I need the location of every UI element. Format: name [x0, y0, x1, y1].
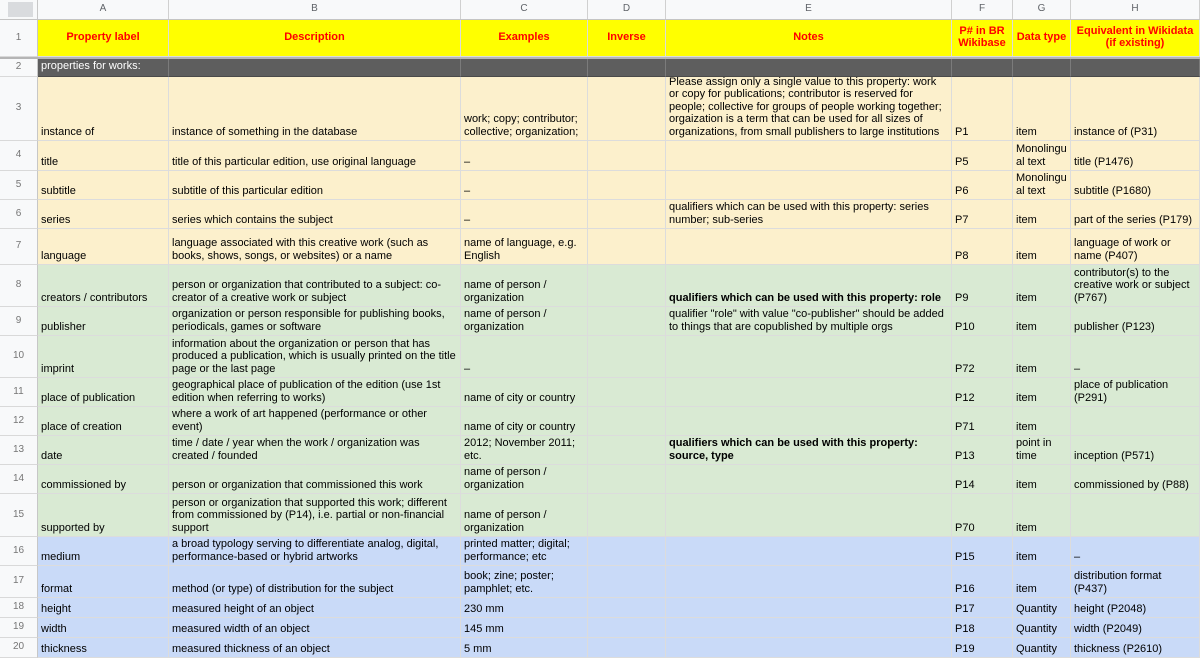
table-row: [0, 436, 1200, 465]
cell-p-number[interactable]: P18: [952, 618, 1013, 638]
cell-inverse[interactable]: [588, 171, 666, 200]
cell-p-number[interactable]: P16: [952, 566, 1013, 598]
header-cell-wikidata-equivalent[interactable]: Equivalent in Wikidata (if existing): [1071, 20, 1200, 57]
cell-description[interactable]: information about the organization or person that has produced a publication, which is usually printed on the title page or the last page: [169, 336, 461, 378]
cell-property-label[interactable]: place of creation: [38, 407, 169, 436]
row-number[interactable]: 15: [0, 494, 38, 537]
row-number[interactable]: 6: [0, 200, 38, 229]
cell-p-number[interactable]: P71: [952, 407, 1013, 436]
cell-property-label[interactable]: place of publication: [38, 378, 169, 407]
cell-description[interactable]: method (or type) of distribution for the subject: [169, 566, 461, 598]
cell-notes[interactable]: qualifiers which can be used with this property: series number; sub-series: [666, 200, 952, 229]
cell-wikidata-equivalent[interactable]: width (P2049): [1071, 618, 1200, 638]
cell-property-label[interactable]: width: [38, 618, 169, 638]
column-header-a[interactable]: A: [38, 0, 169, 19]
table-row: [0, 598, 1200, 618]
section-cell[interactable]: [461, 59, 588, 77]
cell-notes[interactable]: [666, 465, 952, 494]
cell-inverse[interactable]: [588, 638, 666, 658]
cell-property-label[interactable]: publisher: [38, 307, 169, 336]
row-number[interactable]: 17: [0, 566, 38, 598]
cell-description[interactable]: organization or person responsible for publishing books, periodicals, games or software: [169, 307, 461, 336]
cell-notes[interactable]: Please assign only a single value to this property: work or copy for publications; contributor is reserved for people; collective for groups of people working together; orgaization is a term that can be used for all sizes of organizations, from small publishers to large institutions: [666, 77, 952, 141]
sheet-header-row: [0, 20, 1200, 57]
cell-data-type[interactable]: Monolingual text: [1013, 171, 1071, 200]
section-cell[interactable]: [1013, 59, 1071, 77]
cell-p-number[interactable]: P12: [952, 378, 1013, 407]
cell-wikidata-equivalent[interactable]: thickness (P2610): [1071, 638, 1200, 658]
cell-property-label[interactable]: creators / contributors: [38, 265, 169, 307]
select-all-box-icon: [8, 2, 33, 17]
cell-description[interactable]: where a work of art happened (performance or other event): [169, 407, 461, 436]
cell-wikidata-equivalent[interactable]: –: [1071, 336, 1200, 378]
cell-data-type[interactable]: item: [1013, 77, 1071, 141]
cell-inverse[interactable]: [588, 77, 666, 141]
cell-wikidata-equivalent[interactable]: title (P1476): [1071, 141, 1200, 171]
cell-data-type[interactable]: item: [1013, 336, 1071, 378]
column-header-c[interactable]: C: [461, 0, 588, 19]
cell-examples[interactable]: name of person / organization: [461, 494, 588, 537]
cell-inverse[interactable]: [588, 494, 666, 537]
cell-wikidata-equivalent[interactable]: –: [1071, 537, 1200, 566]
cell-inverse[interactable]: [588, 436, 666, 465]
table-row: [0, 265, 1200, 307]
header-cell-notes[interactable]: Notes: [666, 20, 952, 57]
cell-inverse[interactable]: [588, 598, 666, 618]
cell-description[interactable]: instance of something in the database: [169, 77, 461, 141]
cell-examples[interactable]: name of person / organization: [461, 265, 588, 307]
cell-p-number[interactable]: P14: [952, 465, 1013, 494]
cell-p-number[interactable]: P9: [952, 265, 1013, 307]
section-cell[interactable]: [1071, 59, 1200, 77]
row-number[interactable]: 14: [0, 465, 38, 494]
table-row: [0, 378, 1200, 407]
section-cell[interactable]: [952, 59, 1013, 77]
cell-data-type[interactable]: item: [1013, 566, 1071, 598]
cell-notes[interactable]: [666, 336, 952, 378]
section-cell[interactable]: [588, 59, 666, 77]
table-row: [0, 618, 1200, 638]
cell-data-type[interactable]: item: [1013, 265, 1071, 307]
row-number[interactable]: 20: [0, 638, 38, 658]
cell-p-number[interactable]: P6: [952, 171, 1013, 200]
cell-data-type[interactable]: item: [1013, 378, 1071, 407]
cell-property-label[interactable]: format: [38, 566, 169, 598]
cell-inverse[interactable]: [588, 618, 666, 638]
table-row: [0, 307, 1200, 336]
cell-wikidata-equivalent[interactable]: commissioned by (P88): [1071, 465, 1200, 494]
header-cell-description[interactable]: Description: [169, 20, 461, 57]
cell-data-type[interactable]: item: [1013, 537, 1071, 566]
row-number[interactable]: 4: [0, 141, 38, 171]
cell-p-number[interactable]: P5: [952, 141, 1013, 171]
cell-notes[interactable]: [666, 638, 952, 658]
cell-inverse[interactable]: [588, 537, 666, 566]
section-title-cell[interactable]: properties for works:: [38, 59, 169, 77]
table-row: [0, 77, 1200, 141]
cell-description[interactable]: title of this particular edition, use original language: [169, 141, 461, 171]
cell-wikidata-equivalent[interactable]: height (P2048): [1071, 598, 1200, 618]
cell-description[interactable]: person or organization that contributed to a subject: co-creator of a creative work or subject: [169, 265, 461, 307]
column-header-e[interactable]: E: [666, 0, 952, 19]
cell-property-label[interactable]: subtitle: [38, 171, 169, 200]
cell-p-number[interactable]: P70: [952, 494, 1013, 537]
row-number[interactable]: 12: [0, 407, 38, 436]
cell-notes[interactable]: [666, 407, 952, 436]
cell-notes[interactable]: [666, 378, 952, 407]
table-row: [0, 200, 1200, 229]
table-row: [0, 171, 1200, 200]
data-rows: [0, 77, 1200, 658]
row-number[interactable]: 13: [0, 436, 38, 465]
cell-data-type[interactable]: item: [1013, 407, 1071, 436]
cell-examples[interactable]: 230 mm: [461, 598, 588, 618]
cell-data-type[interactable]: Quantity: [1013, 638, 1071, 658]
column-header-d[interactable]: D: [588, 0, 666, 19]
row-number[interactable]: 16: [0, 537, 38, 566]
row-number[interactable]: 10: [0, 336, 38, 378]
table-row: [0, 336, 1200, 378]
cell-examples[interactable]: –: [461, 171, 588, 200]
cell-property-label[interactable]: height: [38, 598, 169, 618]
column-header-g[interactable]: G: [1013, 0, 1071, 19]
cell-data-type[interactable]: item: [1013, 307, 1071, 336]
row-number[interactable]: 9: [0, 307, 38, 336]
cell-description[interactable]: geographical place of publication of the edition (use 1st edition when referring to works): [169, 378, 461, 407]
cell-data-type[interactable]: point in time: [1013, 436, 1071, 465]
cell-wikidata-equivalent[interactable]: contributor(s) to the creative work or subject (P767): [1071, 265, 1200, 307]
cell-data-type[interactable]: Monolingual text: [1013, 141, 1071, 171]
cell-p-number[interactable]: P10: [952, 307, 1013, 336]
cell-notes[interactable]: [666, 566, 952, 598]
cell-description[interactable]: language associated with this creative work (such as books, shows, songs, or websites) or a name: [169, 229, 461, 265]
section-cell[interactable]: [666, 59, 952, 77]
row-number[interactable]: 18: [0, 598, 38, 618]
row-number[interactable]: 8: [0, 265, 38, 307]
cell-inverse[interactable]: [588, 336, 666, 378]
cell-wikidata-equivalent[interactable]: place of publication (P291): [1071, 378, 1200, 407]
cell-notes[interactable]: [666, 229, 952, 265]
cell-inverse[interactable]: [588, 200, 666, 229]
cell-property-label[interactable]: title: [38, 141, 169, 171]
cell-property-label[interactable]: imprint: [38, 336, 169, 378]
cell-property-label[interactable]: instance of: [38, 77, 169, 141]
cell-data-type[interactable]: item: [1013, 465, 1071, 494]
table-row: [0, 141, 1200, 171]
header-cell-examples[interactable]: Examples: [461, 20, 588, 57]
table-row: [0, 465, 1200, 494]
cell-property-label[interactable]: series: [38, 200, 169, 229]
cell-property-label[interactable]: medium: [38, 537, 169, 566]
section-header-row: [0, 59, 1200, 77]
cell-inverse[interactable]: [588, 465, 666, 494]
cell-notes[interactable]: qualifier "role" with value "co-publisher" should be added to things that are copublished by multiple orgs: [666, 307, 952, 336]
cell-examples[interactable]: work; copy; contributor; collective; organization;: [461, 77, 588, 141]
cell-description[interactable]: series which contains the subject: [169, 200, 461, 229]
cell-examples[interactable]: name of person / organization: [461, 307, 588, 336]
cell-description[interactable]: measured height of an object: [169, 598, 461, 618]
cell-description[interactable]: person or organization that commissioned this work: [169, 465, 461, 494]
row-number[interactable]: 1: [0, 20, 38, 57]
cell-examples[interactable]: name of person / organization: [461, 465, 588, 494]
cell-description[interactable]: time / date / year when the work / organization was created / founded: [169, 436, 461, 465]
cell-examples[interactable]: –: [461, 141, 588, 171]
cell-p-number[interactable]: P17: [952, 598, 1013, 618]
cell-wikidata-equivalent[interactable]: distribution format (P437): [1071, 566, 1200, 598]
row-number[interactable]: 7: [0, 229, 38, 265]
cell-examples[interactable]: 5 mm: [461, 638, 588, 658]
cell-examples[interactable]: –: [461, 200, 588, 229]
cell-wikidata-equivalent[interactable]: part of the series (P179): [1071, 200, 1200, 229]
cell-notes[interactable]: [666, 618, 952, 638]
cell-wikidata-equivalent[interactable]: subtitle (P1680): [1071, 171, 1200, 200]
cell-p-number[interactable]: P15: [952, 537, 1013, 566]
cell-notes[interactable]: [666, 598, 952, 618]
cell-property-label[interactable]: thickness: [38, 638, 169, 658]
table-row: [0, 407, 1200, 436]
row-number[interactable]: 3: [0, 77, 38, 141]
cell-description[interactable]: person or organization that supported this work; different from commissioned by (P14), i.e. partial or non-financial support: [169, 494, 461, 537]
row-number[interactable]: 5: [0, 171, 38, 200]
table-row: [0, 537, 1200, 566]
cell-examples[interactable]: printed matter; digital; performance; etc: [461, 537, 588, 566]
table-row: [0, 638, 1200, 658]
header-cell-property-label[interactable]: Property label: [38, 20, 169, 57]
header-cell-data-type[interactable]: Data type: [1013, 20, 1071, 57]
cell-inverse[interactable]: [588, 265, 666, 307]
column-header-f[interactable]: F: [952, 0, 1013, 19]
table-row: [0, 229, 1200, 265]
cell-inverse[interactable]: [588, 307, 666, 336]
cell-notes[interactable]: [666, 494, 952, 537]
cell-data-type[interactable]: item: [1013, 494, 1071, 537]
select-all-corner[interactable]: [0, 0, 38, 19]
table-row: [0, 494, 1200, 537]
cell-inverse[interactable]: [588, 141, 666, 171]
cell-data-type[interactable]: Quantity: [1013, 618, 1071, 638]
cell-notes[interactable]: qualifiers which can be used with this property: role: [666, 265, 952, 307]
section-cell[interactable]: [169, 59, 461, 77]
cell-wikidata-equivalent[interactable]: [1071, 494, 1200, 537]
cell-wikidata-equivalent[interactable]: publisher (P123): [1071, 307, 1200, 336]
cell-notes[interactable]: qualifiers which can be used with this property: source, type: [666, 436, 952, 465]
cell-p-number[interactable]: P19: [952, 638, 1013, 658]
cell-description[interactable]: a broad typology serving to differentiate analog, digital, performance-based or hybrid artworks: [169, 537, 461, 566]
cell-examples[interactable]: 2012; November 2011; etc.: [461, 436, 588, 465]
header-cell-inverse[interactable]: Inverse: [588, 20, 666, 57]
cell-p-number[interactable]: P72: [952, 336, 1013, 378]
cell-notes[interactable]: [666, 171, 952, 200]
cell-p-number[interactable]: P7: [952, 200, 1013, 229]
column-header-row: [0, 0, 1200, 20]
cell-notes[interactable]: [666, 141, 952, 171]
cell-inverse[interactable]: [588, 378, 666, 407]
cell-inverse[interactable]: [588, 566, 666, 598]
cell-data-type[interactable]: item: [1013, 200, 1071, 229]
cell-property-label[interactable]: commissioned by: [38, 465, 169, 494]
cell-p-number[interactable]: P1: [952, 77, 1013, 141]
row-number[interactable]: 2: [0, 59, 38, 77]
cell-examples[interactable]: book; zine; poster; pamphlet; etc.: [461, 566, 588, 598]
cell-description[interactable]: measured thickness of an object: [169, 638, 461, 658]
cell-property-label[interactable]: supported by: [38, 494, 169, 537]
cell-inverse[interactable]: [588, 229, 666, 265]
cell-wikidata-equivalent[interactable]: instance of (P31): [1071, 77, 1200, 141]
column-header-b[interactable]: B: [169, 0, 461, 19]
cell-p-number[interactable]: P8: [952, 229, 1013, 265]
cell-description[interactable]: subtitle of this particular edition: [169, 171, 461, 200]
cell-property-label[interactable]: date: [38, 436, 169, 465]
row-number[interactable]: 19: [0, 618, 38, 638]
row-number[interactable]: 11: [0, 378, 38, 407]
cell-examples[interactable]: name of city or country: [461, 407, 588, 436]
header-cell-p-number[interactable]: P# in BR Wikibase: [952, 20, 1013, 57]
cell-inverse[interactable]: [588, 407, 666, 436]
table-row: [0, 566, 1200, 598]
cell-property-label[interactable]: language: [38, 229, 169, 265]
cell-wikidata-equivalent[interactable]: inception (P571): [1071, 436, 1200, 465]
cell-examples[interactable]: name of language, e.g. English: [461, 229, 588, 265]
cell-wikidata-equivalent[interactable]: [1071, 407, 1200, 436]
cell-data-type[interactable]: Quantity: [1013, 598, 1071, 618]
cell-examples[interactable]: name of city or country: [461, 378, 588, 407]
cell-description[interactable]: measured width of an object: [169, 618, 461, 638]
cell-p-number[interactable]: P13: [952, 436, 1013, 465]
cell-examples[interactable]: 145 mm: [461, 618, 588, 638]
cell-data-type[interactable]: item: [1013, 229, 1071, 265]
cell-wikidata-equivalent[interactable]: language of work or name (P407): [1071, 229, 1200, 265]
cell-notes[interactable]: [666, 537, 952, 566]
cell-examples[interactable]: –: [461, 336, 588, 378]
column-header-h[interactable]: H: [1071, 0, 1200, 19]
